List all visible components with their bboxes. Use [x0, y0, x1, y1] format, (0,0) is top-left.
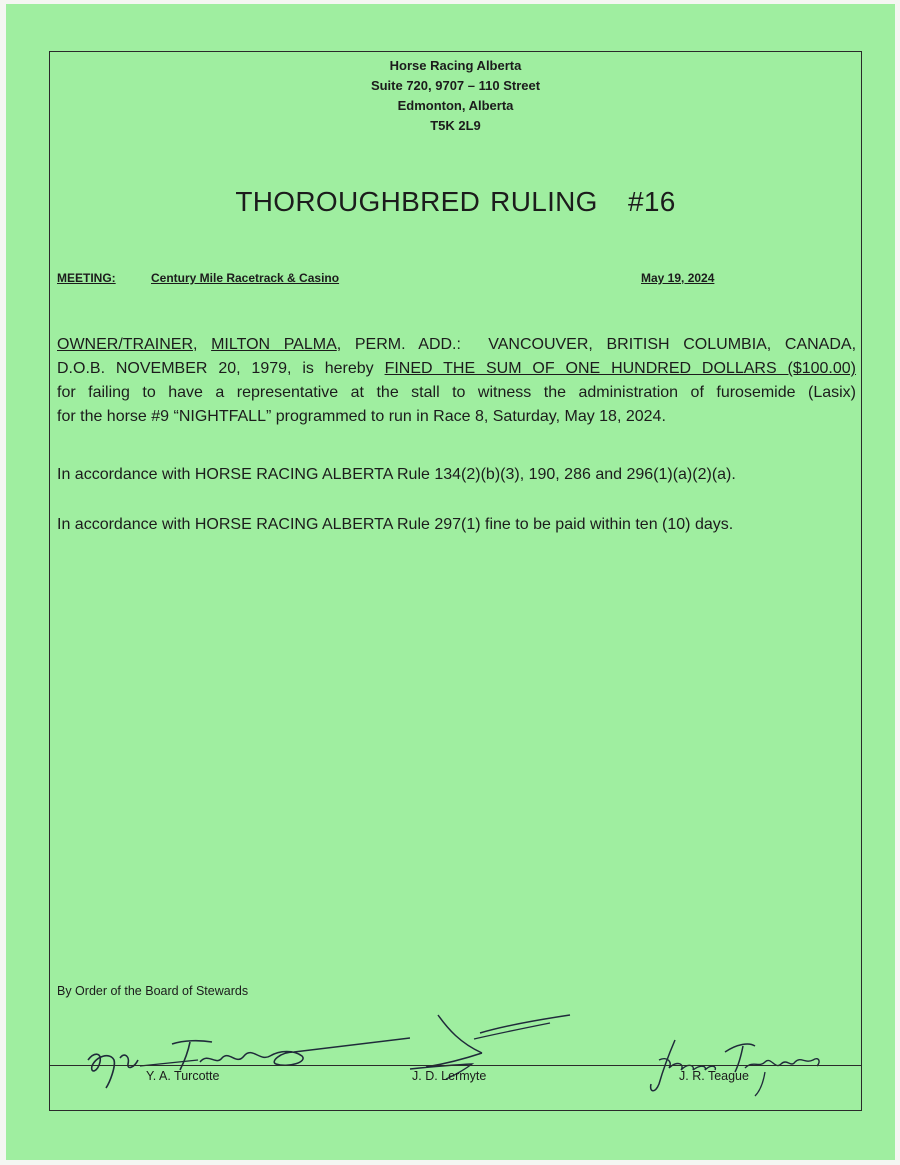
ruling-line-1: [57, 333, 856, 357]
address-line-1: Suite 720, 9707 – 110 Street: [370, 78, 541, 93]
org-name: Horse Racing Alberta: [389, 58, 522, 73]
role: OWNER/TRAINER: [57, 336, 193, 353]
letterhead: [50, 56, 861, 136]
steward-name-turcotte: Y. A. Turcotte: [146, 1069, 220, 1083]
address-line-2: Edmonton, Alberta: [397, 98, 514, 113]
meeting-date: May 19, 2024: [641, 271, 715, 285]
steward-name-teague: J. R. Teague: [679, 1069, 749, 1083]
separator: ,: [193, 336, 212, 353]
signature-turcotte: [80, 1022, 410, 1092]
document-border: [49, 51, 862, 1111]
meeting-label: MEETING:: [57, 271, 116, 285]
rule-reference-paragraph: In accordance with HORSE RACING ALBERTA Rule 134(2)(b)(3), 190, 286 and 296(1)(a)(2)(a).: [57, 466, 736, 483]
postal-code: T5K 2L9: [430, 118, 481, 133]
ruling-title: THOROUGHBRED RULING #16: [235, 186, 676, 217]
signature-line: [50, 1065, 861, 1066]
fine-text: FINED THE SUM OF ONE HUNDRED DOLLARS ($100.00): [384, 360, 856, 377]
ruling-line-3: for failing to have a representative at the stall to witness the administration of furosemide (Lasix): [57, 384, 856, 401]
fine-payment-paragraph: In accordance with HORSE RACING ALBERTA Rule 297(1) fine to be paid within ten (10) days.: [57, 516, 734, 533]
ruling-document: [6, 4, 895, 1160]
ruling-line-4: for the horse #9 “NIGHTFALL” programmed to run in Race 8, Saturday, May 18, 2024.: [57, 408, 666, 425]
dob-text: D.O.B. NOVEMBER 20, 1979, is hereby: [57, 360, 385, 377]
person-name: MILTON PALMA: [211, 336, 337, 353]
meeting-venue: Century Mile Racetrack & Casino: [151, 271, 340, 285]
steward-name-lermyte: J. D. Lermyte: [412, 1069, 487, 1083]
ruling-paragraph: [57, 333, 856, 429]
address-text: , PERM. ADD.: VANCOUVER, BRITISH COLUMBIA, CANADA,: [336, 336, 857, 353]
ruling-line-2: [57, 357, 856, 381]
order-of-stewards: By Order of the Board of Stewards: [57, 984, 249, 998]
meeting-row: [57, 271, 854, 289]
